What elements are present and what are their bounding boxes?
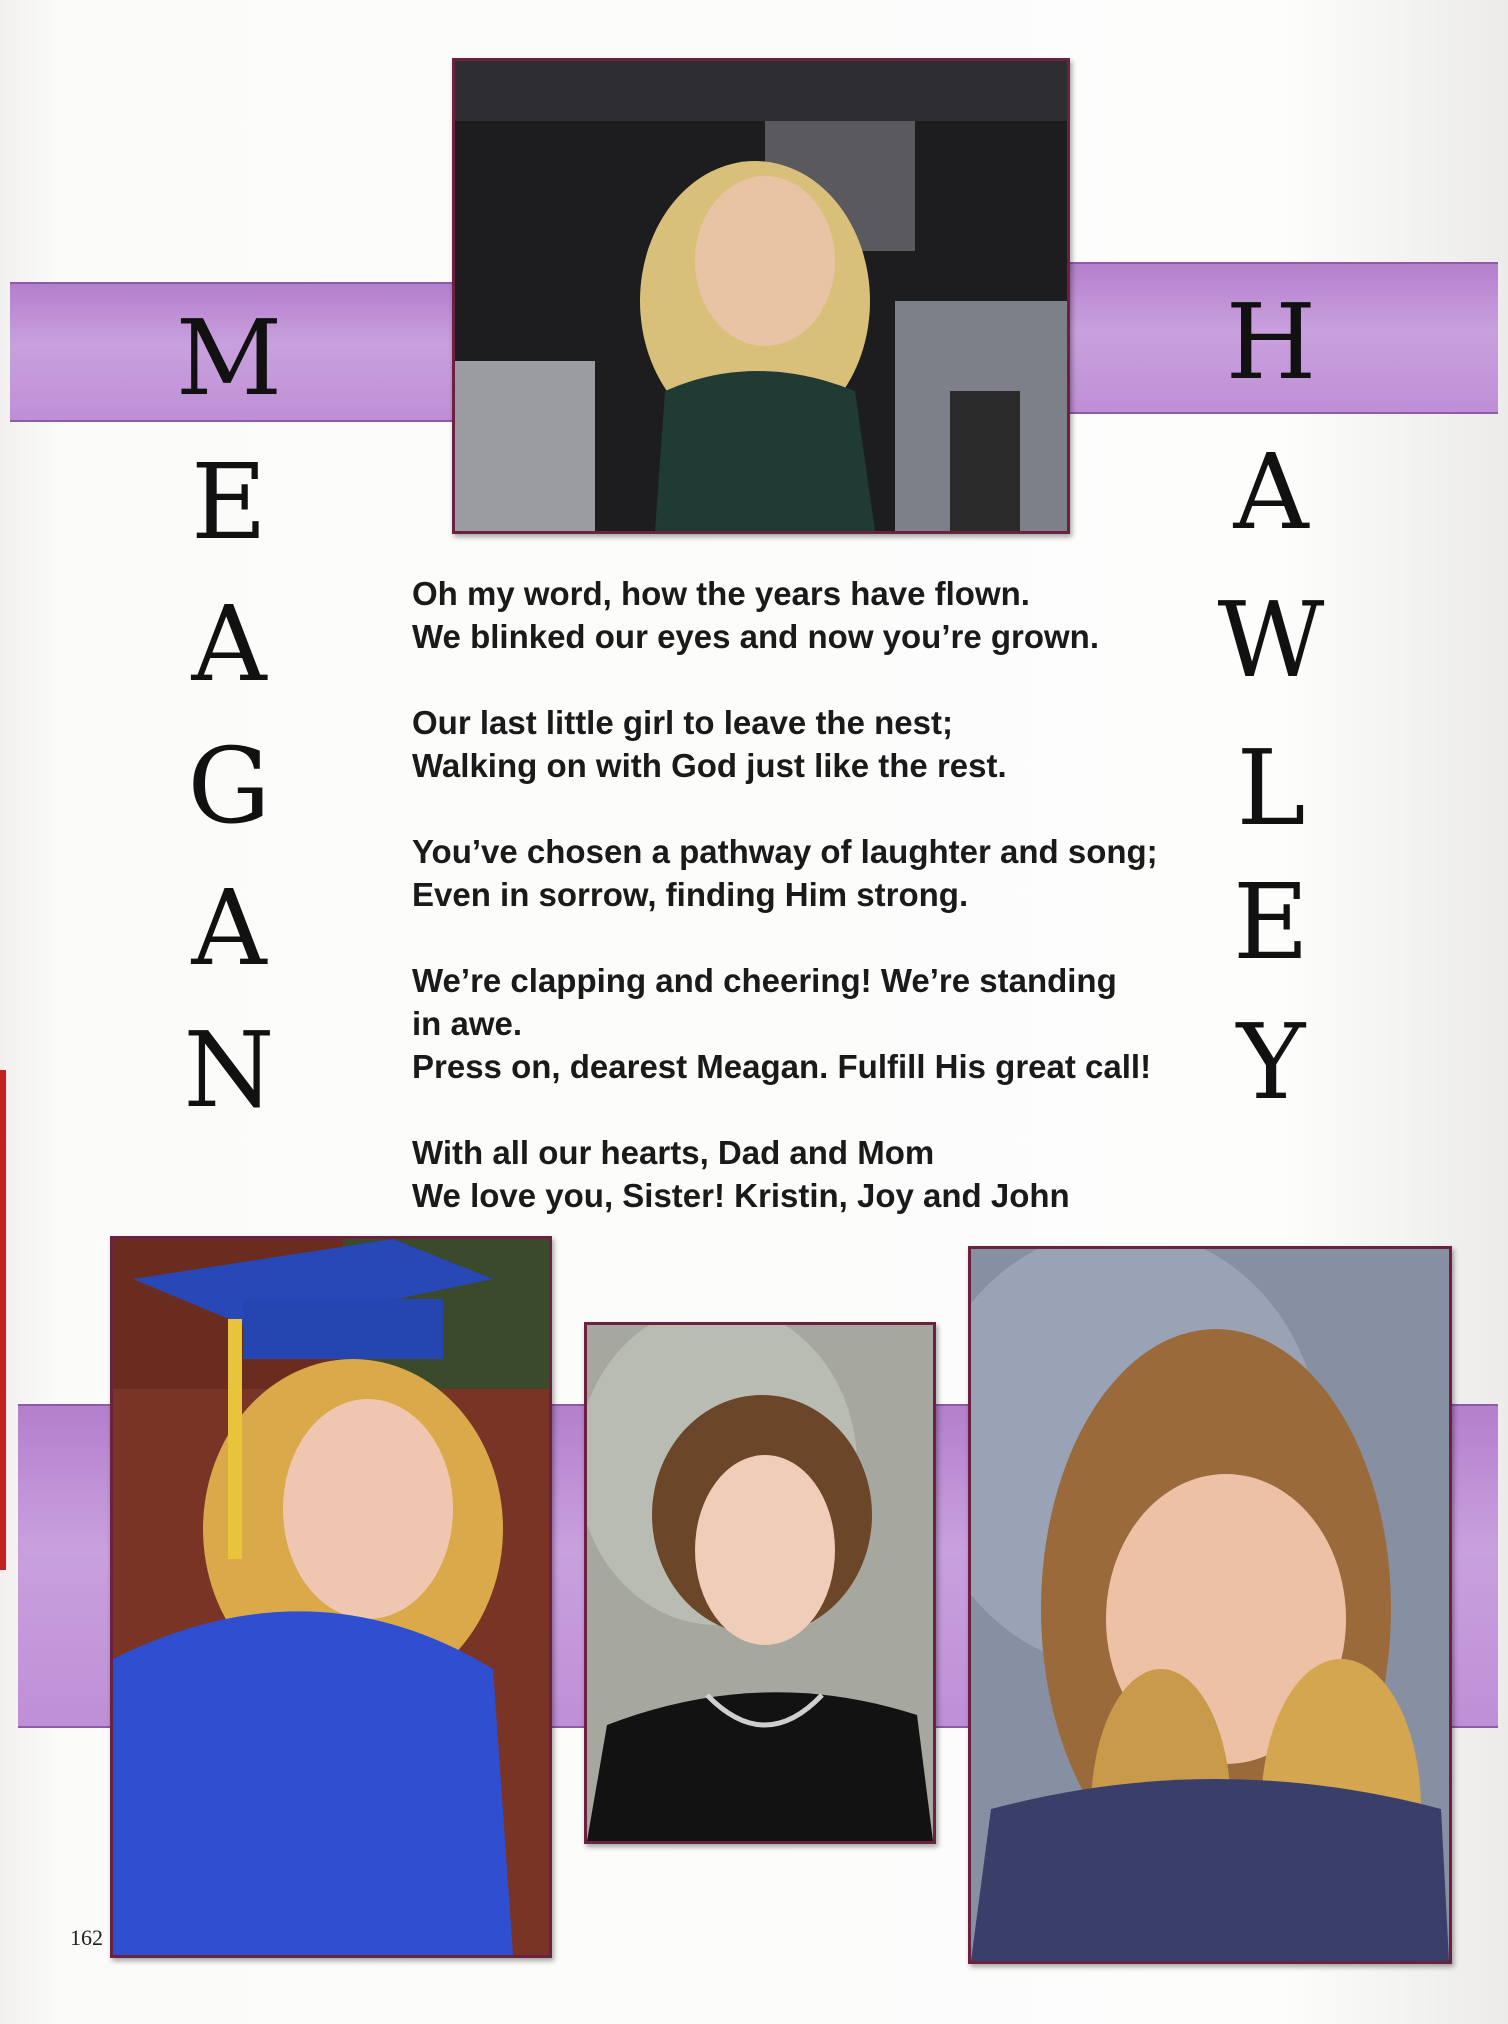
poem-line: Press on, dearest Meagan. Fulfill His great call! bbox=[412, 1048, 1152, 1085]
photo-childhood-portrait-image bbox=[971, 1249, 1449, 1961]
first-name-letter-1: M bbox=[175, 297, 283, 419]
first-name-letter-5: A bbox=[191, 867, 267, 989]
photo-graduation-image bbox=[113, 1239, 549, 1955]
poem-line: Even in sorrow, finding Him strong. bbox=[412, 876, 969, 913]
last-name-letter-2: A bbox=[1233, 431, 1309, 553]
poem-line: We’re clapping and cheering! We’re standing bbox=[412, 962, 1117, 999]
first-name-letter-3: A bbox=[191, 583, 267, 705]
poem-line: We blinked our eyes and now you’re grown. bbox=[412, 618, 1100, 655]
poem-signature bbox=[412, 1131, 1212, 1217]
last-name-letter-6: Y bbox=[1236, 1001, 1306, 1123]
last-name-letter-5: E bbox=[1233, 861, 1309, 983]
photo-child-at-table-image bbox=[455, 61, 1067, 531]
poem-line: With all our hearts, Dad and Mom bbox=[412, 1134, 935, 1171]
red-page-edge bbox=[0, 1070, 6, 1570]
photo-graduation bbox=[110, 1236, 552, 1958]
poem-line: We love you, Sister! Kristin, Joy and John bbox=[412, 1177, 1070, 1214]
poem-line: Oh my word, how the years have flown. bbox=[412, 575, 1030, 612]
poem-line: in awe. bbox=[412, 1005, 523, 1042]
last-name-letter-4: L bbox=[1236, 727, 1306, 849]
photo-child-at-table bbox=[452, 58, 1070, 534]
first-name-letter-6: N bbox=[183, 1009, 275, 1131]
photo-childhood-portrait bbox=[968, 1246, 1452, 1964]
last-name-letter-3: W bbox=[1217, 579, 1325, 701]
poem-line: Our last little girl to leave the nest; bbox=[412, 704, 953, 741]
page-number: 162 bbox=[70, 1925, 103, 1950]
first-name-letter-4: G bbox=[187, 725, 271, 847]
last-name-letter-1: H bbox=[1225, 281, 1317, 403]
poem-stanza bbox=[412, 830, 1212, 916]
poem-line: You’ve chosen a pathway of laughter and song; bbox=[412, 833, 1158, 870]
poem-block bbox=[412, 572, 1212, 1260]
photo-senior-portrait-image bbox=[587, 1325, 933, 1841]
poem-stanza bbox=[412, 572, 1212, 658]
photo-senior-portrait bbox=[584, 1322, 936, 1844]
poem-stanza bbox=[412, 701, 1212, 787]
poem-stanza bbox=[412, 959, 1212, 1088]
poem-line: Walking on with God just like the rest. bbox=[412, 747, 1007, 784]
first-name-letter-2: E bbox=[191, 441, 267, 563]
